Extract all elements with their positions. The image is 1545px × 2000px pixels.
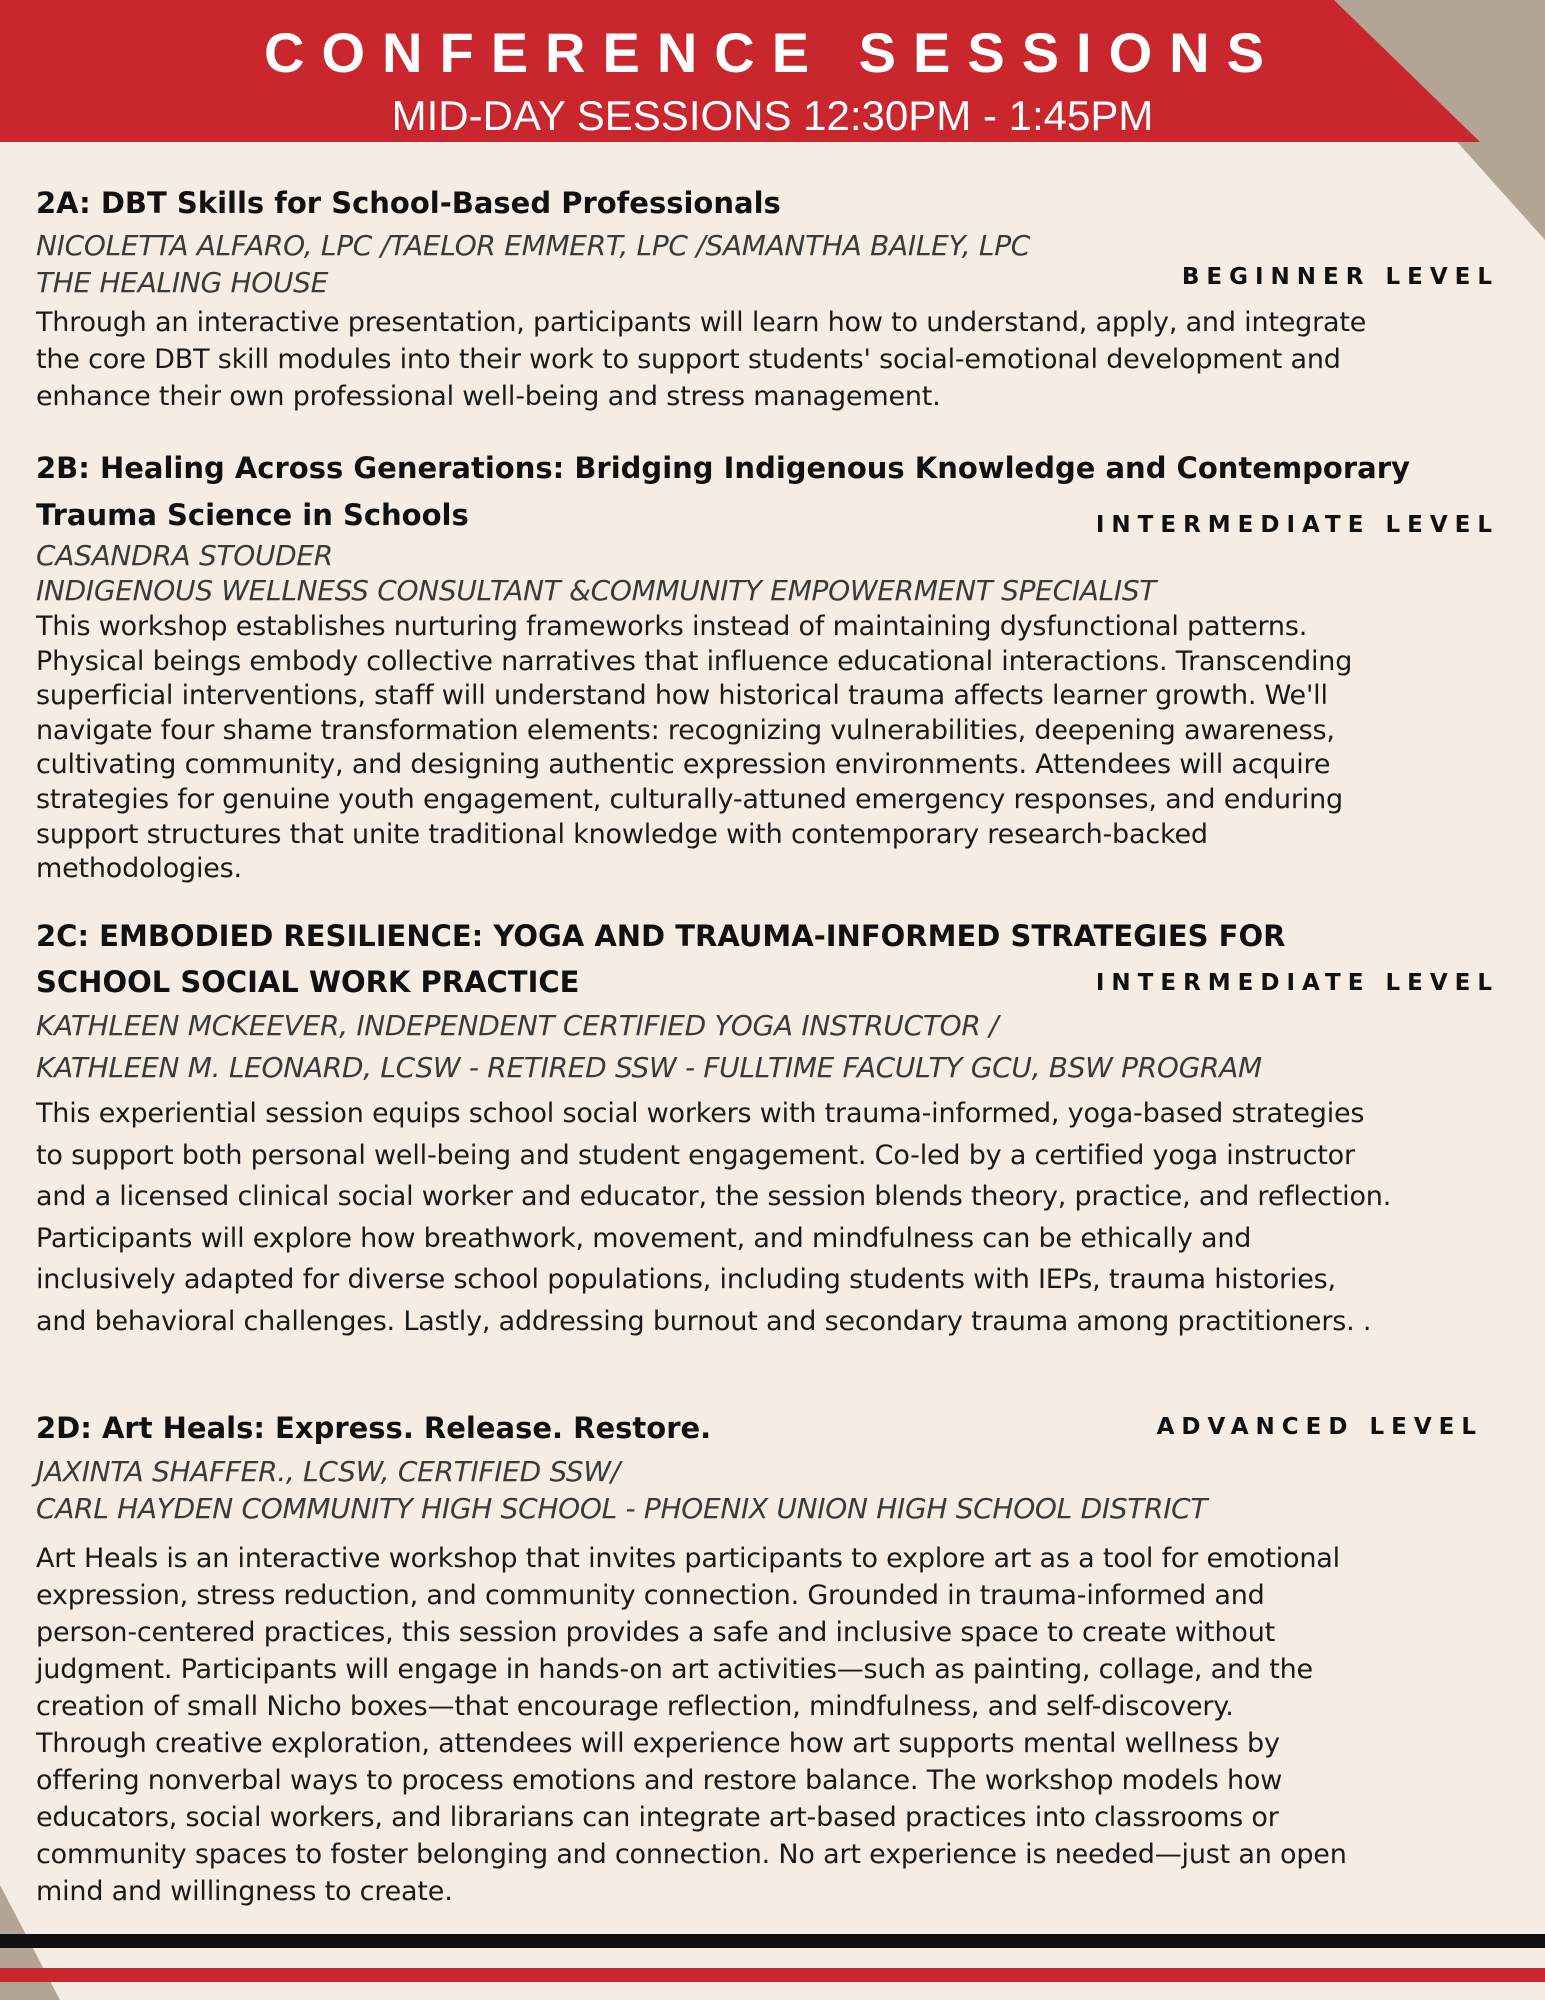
description-line: cultivating community, and designing authentic expression environments. Attendees will acquire (36, 749, 1331, 781)
description-line: creation of small Nicho boxes—that encourage reflection, mindfulness, and self-discovery. (36, 1691, 1234, 1722)
session-title-2d: 2D: Art Heals: Express. Release. Restore. (36, 1411, 712, 1445)
description-line: expression, stress reduction, and community connection. Grounded in trauma-informed and (36, 1580, 1265, 1611)
footer-stripe-black (0, 1934, 1545, 1948)
session-title-2c-line2: SCHOOL SOCIAL WORK PRACTICE (36, 965, 580, 999)
description-line: inclusively adapted for diverse school populations, including students with IEPs, trauma histories, (36, 1264, 1336, 1295)
page-subtitle: MID-DAY SESSIONS 12:30PM - 1:45PM (391, 92, 1154, 139)
description-line: This experiential session equips school social workers with trauma-informed, yoga-based strategies (36, 1098, 1365, 1129)
description-line: offering nonverbal ways to process emotions and restore balance. The workshop models how (36, 1765, 1283, 1796)
description-line: strategies for genuine youth engagement, culturally-attuned emergency responses, and enduring (36, 783, 1343, 815)
description-line: Physical beings embody collective narratives that influence educational interactions. Transcending (36, 645, 1353, 677)
session-title-2b-line1: 2B: Healing Across Generations: Bridging Indigenous Knowledge and Contemporary (36, 451, 1410, 485)
session-presenter-2d-2: CARL HAYDEN COMMUNITY HIGH SCHOOL - PHOENIX UNION HIGH SCHOOL DISTRICT (36, 1492, 1208, 1525)
session-level-2c: INTERMEDIATE LEVEL (1095, 970, 1499, 996)
session-presenter-2a-2: THE HEALING HOUSE (36, 266, 329, 299)
session-title-2b-line2: Trauma Science in Schools (36, 498, 469, 532)
session-presenter-2a-1: NICOLETTA ALFARO, LPC /TAELOR EMMERT, LPC /SAMANTHA BAILEY, LPC (36, 229, 1031, 262)
session-description-2a (36, 304, 1526, 415)
description-line: judgment. Participants will engage in hands-on art activities—such as painting, collage, and the (36, 1654, 1313, 1685)
description-line: Through an interactive presentation, participants will learn how to understand, apply, and integrate (36, 307, 1367, 338)
description-line: to support both personal well-being and student engagement. Co-led by a certified yoga instructor (36, 1139, 1355, 1171)
description-line: and a licensed clinical social worker and educator, the session blends theory, practice, and reflection. (36, 1181, 1392, 1212)
session-presenter-2c-1: KATHLEEN MCKEEVER, INDEPENDENT CERTIFIED YOGA INSTRUCTOR / (36, 1009, 999, 1042)
page-title: CONFERENCE SESSIONS (264, 21, 1281, 84)
session-description-2c (36, 1093, 1526, 1342)
description-line: support structures that unite traditional knowledge with contemporary research-backed (36, 818, 1208, 850)
description-line: methodologies. (36, 853, 242, 885)
description-line: educators, social workers, and librarians can integrate art-based practices into classrooms or (36, 1802, 1279, 1833)
session-level-2d: ADVANCED LEVEL (1156, 1414, 1483, 1440)
session-description-2b (36, 610, 1526, 887)
description-line: Art Heals is an interactive workshop that invites participants to explore art as a tool for emotional (36, 1543, 1340, 1574)
session-title-2c-line1: 2C: EMBODIED RESILIENCE: YOGA AND TRAUMA-INFORMED STRATEGIES FOR (36, 919, 1286, 953)
description-line: enhance their own professional well-being and stress management. (36, 381, 941, 412)
description-line: the core DBT skill modules into their work to support students' social-emotional development and (36, 344, 1341, 375)
description-line: navigate four shame transformation elements: recognizing vulnerabilities, deepening awareness, (36, 714, 1335, 746)
session-presenter-2d-1: JAXINTA SHAFFER., LCSW, CERTIFIED SSW/ (36, 1455, 620, 1488)
session-description-2d (36, 1540, 1526, 1910)
session-presenter-2b-1: CASANDRA STOUDER (36, 539, 333, 572)
description-line: This workshop establishes nurturing frameworks instead of maintaining dysfunctional patterns. (36, 611, 1308, 642)
session-level-2a: BEGINNER LEVEL (1181, 264, 1499, 290)
description-line: person-centered practices, this session provides a safe and inclusive space to create without (36, 1617, 1276, 1648)
session-title-2a: 2A: DBT Skills for School-Based Professionals (36, 186, 781, 220)
description-line: community spaces to foster belonging and connection. No art experience is needed—just an open (36, 1839, 1347, 1870)
session-presenter-2c-2: KATHLEEN M. LEONARD, LCSW - RETIRED SSW - FULLTIME FACULTY GCU, BSW PROGRAM (36, 1051, 1262, 1084)
session-presenter-2b-2: INDIGENOUS WELLNESS CONSULTANT &COMMUNITY EMPOWERMENT SPECIALIST (36, 574, 1157, 607)
footer-stripe-red (0, 1968, 1545, 1982)
description-line: and behavioral challenges. Lastly, addressing burnout and secondary trauma among practitioners. . (36, 1305, 1372, 1337)
description-line: Through creative exploration, attendees will experience how art supports mental wellness by (36, 1728, 1280, 1759)
description-line: mind and willingness to create. (36, 1876, 453, 1907)
description-line: Participants will explore how breathwork, movement, and mindfulness can be ethically and (36, 1222, 1252, 1254)
description-line: superficial interventions, staff will understand how historical trauma affects learner growth. We'll (36, 680, 1328, 712)
session-level-2b: INTERMEDIATE LEVEL (1095, 512, 1499, 538)
